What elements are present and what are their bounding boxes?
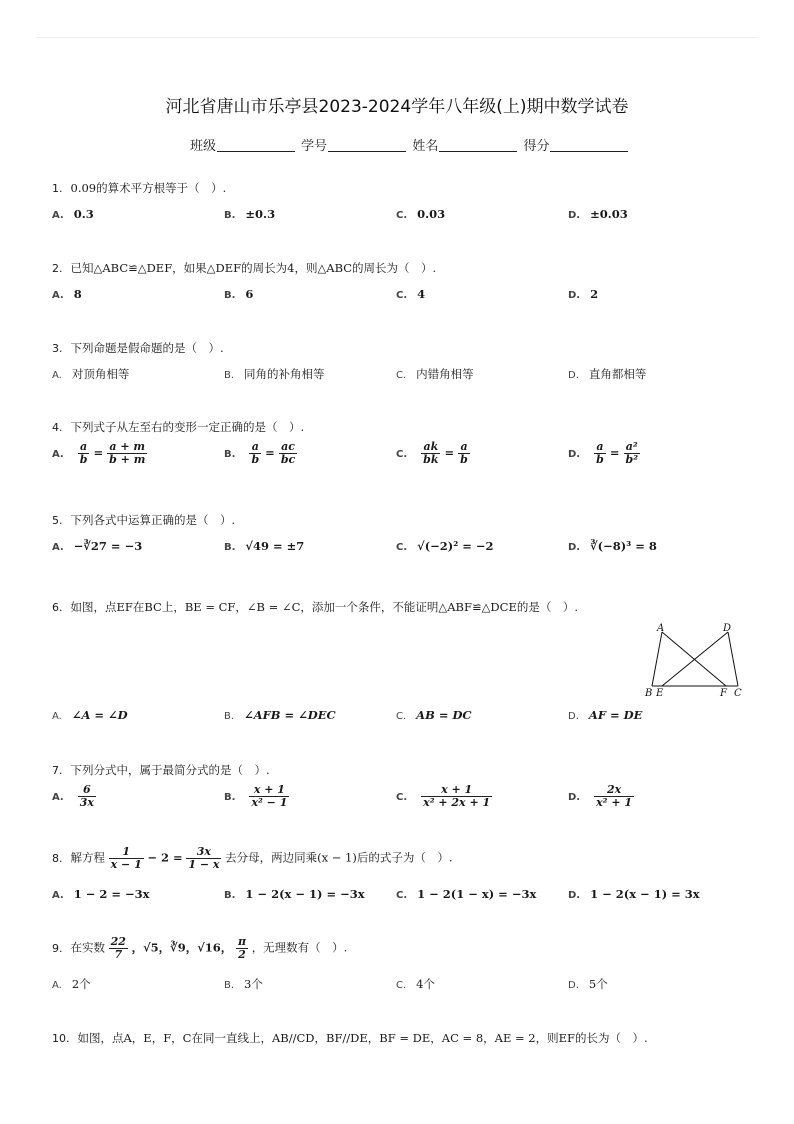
question-stem: 下列命题是假命题的是（ ）. bbox=[70, 341, 224, 355]
question-1 bbox=[52, 180, 226, 196]
class-blank[interactable] bbox=[217, 138, 295, 152]
fraction: $\frac{\pi}{2}$ bbox=[237, 935, 247, 962]
student-info-line bbox=[190, 135, 630, 154]
page-title: 河北省唐山市乐亭县2023-2024学年八年级(上)期中数学试卷 bbox=[165, 97, 629, 117]
segment-ab bbox=[652, 632, 662, 686]
q6-option-a[interactable]: A. ∠A = ∠D bbox=[52, 708, 128, 722]
fraction: $\frac{a}{b}$ bbox=[596, 440, 604, 467]
fraction: $\frac{x + 1}{\text{x² + 2x + 1}}$ bbox=[423, 783, 491, 810]
q5-option-c[interactable]: C. √(−2)² = −2 bbox=[396, 539, 494, 553]
fraction: $\frac{a}{b}$ bbox=[460, 440, 468, 467]
q3-option-c[interactable]: C. 内错角相等 bbox=[396, 367, 474, 381]
question-4: 4. 下列式子从左至右的变形一定正确的是（ ）. bbox=[52, 420, 305, 434]
question-stem: 如图，点A，E，F，C在同一直线上，AB//CD，BF//DE，BF = DE，AC = 8，AE = 2，则EF的长为（ ）. bbox=[77, 1031, 648, 1045]
q1-option-a[interactable]: A. 0.3 bbox=[52, 207, 94, 221]
q7-option-b[interactable]: B. $\frac{x + 1}{\text{x² − 1}}$ bbox=[224, 783, 288, 810]
question-number: 1. bbox=[52, 182, 63, 195]
fraction: $\frac{ak}{bk}$ bbox=[423, 440, 439, 467]
question-8: 8. 解方程 $\frac{1}{x - 1}$ − 2 = $\frac{3x}{1 - x}$ 去分母，两边同乘(x − 1)后的式子为（ ）. bbox=[52, 845, 453, 872]
id-blank[interactable] bbox=[328, 138, 406, 152]
q2-option-d[interactable]: D. 2 bbox=[568, 287, 599, 301]
name-blank[interactable] bbox=[439, 138, 517, 152]
triangle-figure-q6 bbox=[640, 620, 750, 698]
fraction: $\frac{1}{x - 1}$ bbox=[110, 845, 142, 872]
question-stem: 下列式子从左至右的变形一定正确的是（ ）. bbox=[70, 420, 305, 434]
label-e: E bbox=[656, 688, 664, 698]
q1-option-d[interactable]: D. ±0.03 bbox=[568, 207, 628, 221]
q5-option-a[interactable]: A. −∛27 = −3 bbox=[52, 539, 143, 553]
q8-option-b[interactable]: B. 1 − 2(x − 1) = −3x bbox=[224, 887, 365, 901]
question-stem: 0.09的算术平方根等于（ ）. bbox=[70, 181, 227, 195]
q9-option-d[interactable]: D. 5个 bbox=[568, 977, 608, 991]
q6-option-d[interactable]: D. AF = DE bbox=[568, 708, 643, 722]
label-c: C bbox=[734, 688, 742, 698]
q4-option-d[interactable]: D. $\frac{a}{b}$ = $\frac{\text{a²}}{\text{b²}}$ bbox=[568, 440, 639, 467]
question-stem: 下列各式中运算正确的是（ ）. bbox=[70, 513, 236, 527]
question-7: 7. 下列分式中，属于最简分式的是（ ）. bbox=[52, 763, 270, 777]
q9-option-a[interactable]: A. 2个 bbox=[52, 977, 91, 991]
fraction: $\frac{6}{3x}$ bbox=[79, 783, 94, 810]
q2-option-b[interactable]: B. 6 bbox=[224, 287, 254, 301]
info-class-label: 班级 bbox=[190, 139, 217, 154]
q7-option-a[interactable]: A. $\frac{6}{3x}$ bbox=[52, 783, 94, 810]
q8-option-a[interactable]: A. 1 − 2 = −3x bbox=[52, 887, 150, 901]
top-divider bbox=[36, 37, 758, 38]
q8-option-d[interactable]: D. 1 − 2(x − 1) = 3x bbox=[568, 887, 700, 901]
q2-option-c[interactable]: C. 4 bbox=[396, 287, 426, 301]
question-stem: 如图，点EF在BC上，BE = CF，∠B = ∠C，添加一个条件，不能证明△ABF≌△DCE的是（ ）. bbox=[70, 600, 579, 614]
segment-dc bbox=[728, 632, 738, 686]
q2-option-a[interactable]: A. 8 bbox=[52, 287, 82, 301]
label-b: B bbox=[645, 688, 653, 698]
q5-option-d[interactable]: D. ∛(−8)³ = 8 bbox=[568, 539, 657, 553]
q7-option-d[interactable]: D. $\frac{2x}{\text{x² + 1}}$ bbox=[568, 783, 633, 810]
question-6: 6. 如图，点EF在BC上，BE = CF，∠B = ∠C，添加一个条件，不能证明△ABF≌△DCE的是（ ）. bbox=[52, 600, 579, 614]
q6-option-b[interactable]: B. ∠AFB = ∠DEC bbox=[224, 708, 336, 722]
q9-option-c[interactable]: C. 4个 bbox=[396, 977, 435, 991]
fraction: $\frac{x + 1}{\text{x² − 1}}$ bbox=[251, 783, 288, 810]
q1-option-c[interactable]: C. 0.03 bbox=[396, 207, 446, 221]
fraction: $\frac{22}{7}$ bbox=[110, 935, 126, 962]
q4-option-c[interactable]: C. $\frac{ak}{bk}$ = $\frac{a}{b}$ bbox=[396, 440, 468, 467]
question-9: 9. 在实数 $\frac{22}{7}$ ，√5，∛9，√16， $\frac{\pi}{2}$ ，无理数有（ ）. bbox=[52, 935, 348, 962]
fraction: $\frac{a}{b}$ bbox=[79, 440, 88, 467]
q3-option-a[interactable]: A. 对顶角相等 bbox=[52, 367, 130, 381]
fraction: $\frac{\text{a²}}{\text{b²}}$ bbox=[625, 440, 639, 467]
label-a: A bbox=[657, 623, 665, 634]
info-name-label: 姓名 bbox=[412, 139, 439, 154]
question-stem: 下列分式中，属于最简分式的是（ ）. bbox=[70, 763, 270, 777]
fraction: $\frac{a + m}{b + m}$ bbox=[109, 440, 146, 467]
label-f: F bbox=[720, 688, 727, 698]
q4-option-b[interactable]: B. $\frac{a}{b}$ = $\frac{ac}{bc}$ bbox=[224, 440, 296, 467]
info-id-label: 学号 bbox=[301, 139, 328, 154]
info-score-label: 得分 bbox=[523, 139, 550, 154]
fraction: $\frac{2x}{\text{x² + 1}}$ bbox=[596, 783, 633, 810]
question-3: 3. 下列命题是假命题的是（ ）. bbox=[52, 341, 224, 355]
q3-option-b[interactable]: B. 同角的补角相等 bbox=[224, 367, 325, 381]
question-stem: 已知△ABC≌△DEF，如果△DEF的周长为4，则△ABC的周长为（ ）. bbox=[70, 261, 437, 275]
fraction: $\frac{3x}{1 - x}$ bbox=[188, 845, 220, 872]
q6-option-c[interactable]: C. AB = DC bbox=[396, 708, 472, 722]
fraction: $\frac{a}{b}$ bbox=[251, 440, 260, 467]
score-blank[interactable] bbox=[550, 138, 628, 152]
q1-option-b[interactable]: B. ±0.3 bbox=[224, 207, 276, 221]
q9-option-b[interactable]: B. 3个 bbox=[224, 977, 263, 991]
q5-option-b[interactable]: B. √49 = ±7 bbox=[224, 539, 305, 553]
q8-option-c[interactable]: C. 1 − 2(1 − x) = −3x bbox=[396, 887, 537, 901]
fraction: $\frac{ac}{bc}$ bbox=[280, 440, 296, 467]
q7-option-c[interactable]: C. $\frac{x + 1}{\text{x² + 2x + 1}}$ bbox=[396, 783, 491, 810]
question-5: 5. 下列各式中运算正确的是（ ）. bbox=[52, 513, 236, 527]
question-2: 2. 已知△ABC≌△DEF，如果△DEF的周长为4，则△ABC的周长为（ ）. bbox=[52, 261, 437, 275]
q3-option-d[interactable]: D. 直角都相等 bbox=[568, 367, 647, 381]
q4-option-a[interactable]: A. $\frac{a}{b}$ = $\frac{a + m}{b + m}$ bbox=[52, 440, 146, 467]
label-d: D bbox=[723, 623, 732, 634]
question-10: 10. 如图，点A，E，F，C在同一直线上，AB//CD，BF//DE，BF = DE，AC = 8，AE = 2，则EF的长为（ ）. bbox=[52, 1031, 648, 1045]
